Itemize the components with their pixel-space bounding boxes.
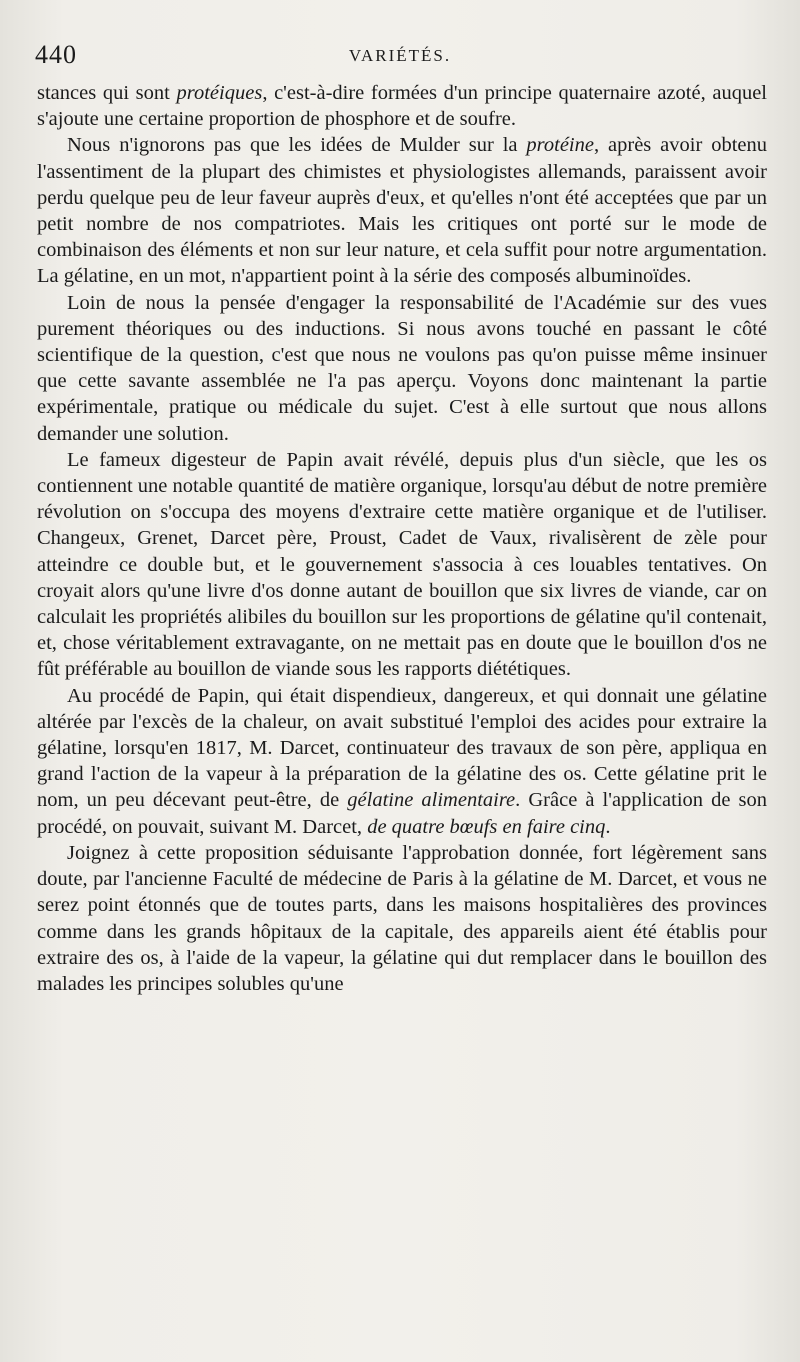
text-run: . Grâce à l'application de son procédé, on pouvait, suivant M. Darcet, xyxy=(37,789,768,838)
text-run: Joignez à cette proposition séduisante l'approbation donnée, fort légèrement sans doute, par l'ancienne Faculté de médecine de Paris à la gélatine de M. Darcet, et vous ne serez point étonnés que de toutes parts, dans les maisons hospitalières des provinces comme dans les grands hôpitaux de la capitale, des appareils aient été établis pour extraire des os, à l'aide de la vapeur, la gélatine qui dut remplacer dans le bouillon des malades les principes solubles qu'une xyxy=(37,841,767,995)
italic-term: protéiques xyxy=(176,82,263,104)
text-run: Le fameux digesteur de Papin avait révélé, depuis plus d'un siècle, que les os contiennent une notable quantité de matière organique, lorsqu'au début de notre première révolution on s'occupa des moyens d'extraire cette matière organique et de l'utiliser. Changeux, Grenet, Darcet père, Proust, Cadet de Vaux, rivalisèrent de zèle pour atteindre ce double but, et le gouvernement s'associa à ces louables tentatives. On croyait alors qu'une livre d'os donne autant de bouillon que six livres de viande, car on calculait les propriétés alibiles du bouillon sur les proportions de gélatine qu'il contenait, et, chose véritablement extravagante, on ne mettait pas en doute que le bouillon d'os ne fût préférable au bouillon de viande sous les rapports diététiques. xyxy=(37,448,767,681)
text-run: , après avoir obtenu l'assentiment de la plupart des chimistes et physiologistes allemands, paraissent avoir perdu quelque peu de leur faveur auprès d'eux, et qu'elles n'ont été acceptées que par un petit nombre de nos compatriotes. Mais les critiques ont porté sur le mode de combinaison des éléments et non sur leur nature, et cela suffit pour notre argumentation. La gélatine, en un mot, n'appartient point à la série des composés albuminoïdes. xyxy=(37,134,767,288)
body-text xyxy=(37,80,767,997)
italic-term: gélatine alimentaire xyxy=(347,789,516,812)
text-run: Au procédé de Papin, qui était dispendieux, dangereux, et qui donnait une gélatine altérée par l'excès de la chaleur, on avait substitué l'emploi des acides pour extraire la gélatine, lorsqu'en 1817, M. Darcet, continuateur des travaux de son père, appliqua en grand l'action de la vapeur à la préparation de la gélatine des os. Cette gélatine prit le nom, un peu décevant peut-être, de xyxy=(37,684,767,812)
paragraph xyxy=(37,840,767,997)
paragraph xyxy=(37,683,767,840)
text-run: , c'est-à-dire formées d'un principe quaternaire azoté, auquel s'ajoute une certaine proportion de phosphore et de soufre. xyxy=(37,82,767,131)
italic-term: protéine xyxy=(526,134,594,157)
italic-quote: de quatre bœufs en faire cinq xyxy=(367,815,606,838)
page-number: 440 xyxy=(35,40,77,69)
paragraph xyxy=(37,132,767,289)
running-head xyxy=(35,40,765,74)
section-title: VARIÉTÉS. xyxy=(348,46,452,65)
text-run: stances qui sont xyxy=(37,82,177,104)
text-run: Loin de nous la pensée d'engager la responsabilité de l'Académie sur des vues purement théoriques ou des inductions. Si nous avons touché en passant le côté scientifique de la question, c'est que nous ne voulons pas qu'on puisse même insinuer que cette savante assemblée ne l'a pas aperçu. Voyons donc maintenant la partie expérimentale, pratique ou médicale du sujet. C'est à elle surtout que nous allons demander une solution. xyxy=(37,291,767,445)
text-run: Nous n'ignorons pas que les idées de Mulder sur la xyxy=(67,134,527,157)
paragraph xyxy=(37,80,767,132)
text-run: . xyxy=(605,815,611,838)
paragraph xyxy=(37,290,767,447)
paragraph xyxy=(37,447,767,683)
